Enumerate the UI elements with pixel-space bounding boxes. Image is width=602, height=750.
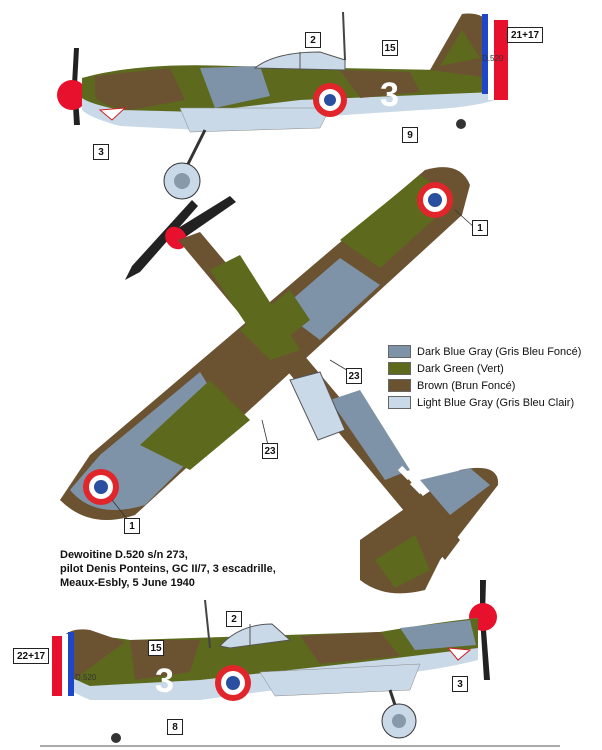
fin-marking-2: D.520: [75, 673, 97, 682]
legend-label: Light Blue Gray (Gris Bleu Clair): [417, 396, 575, 409]
callout-2-bottom: 2: [226, 611, 242, 627]
legend-label: Dark Blue Gray (Gris Bleu Foncé): [417, 345, 582, 358]
callout-15-bottom: 15: [148, 640, 164, 656]
callout-21-17-top: 21+17: [507, 27, 543, 43]
callout-1-plan-left: 1: [124, 518, 140, 534]
swatch-dark-green: [388, 362, 411, 375]
legend-item: [388, 377, 581, 394]
legend-label: Brown (Brun Foncé): [417, 379, 516, 392]
callout-8-bottom: 8: [167, 719, 183, 735]
caption-line-3: Meaux-Esbly, 5 June 1940: [60, 577, 195, 589]
swatch-light-blue-gray: [388, 396, 411, 409]
swatch-brown: [388, 379, 411, 392]
caption-line-2: pilot Denis Ponteins, GC II/7, 3 escadrille,: [60, 563, 276, 575]
legend-label: Dark Green (Vert): [417, 362, 504, 375]
legend-item: [388, 343, 581, 360]
bottom-right-profile: [40, 580, 560, 746]
fuselage-number: 3: [380, 76, 399, 114]
callout-15-top: 15: [382, 40, 398, 56]
callout-2-top: 2: [305, 32, 321, 48]
caption-line-1: Dewoitine D.520 s/n 273,: [60, 549, 188, 561]
callout-3-top: 3: [93, 144, 109, 160]
aircraft-caption: [60, 548, 276, 590]
color-legend: [388, 343, 581, 411]
callout-9-top: 9: [402, 127, 418, 143]
fuselage-number-2: 3: [155, 662, 174, 700]
callout-1-plan-right: 1: [472, 220, 488, 236]
fin-marking: D.520: [482, 54, 504, 63]
callout-23-plan-lower: 23: [262, 443, 278, 459]
callout-23-plan-upper: 23: [346, 368, 362, 384]
legend-item: [388, 360, 581, 377]
callout-22-17-bottom: 22+17: [13, 648, 49, 664]
callout-3-bottom: 3: [452, 676, 468, 692]
swatch-dark-blue-gray: [388, 345, 411, 358]
legend-item: [388, 394, 581, 411]
